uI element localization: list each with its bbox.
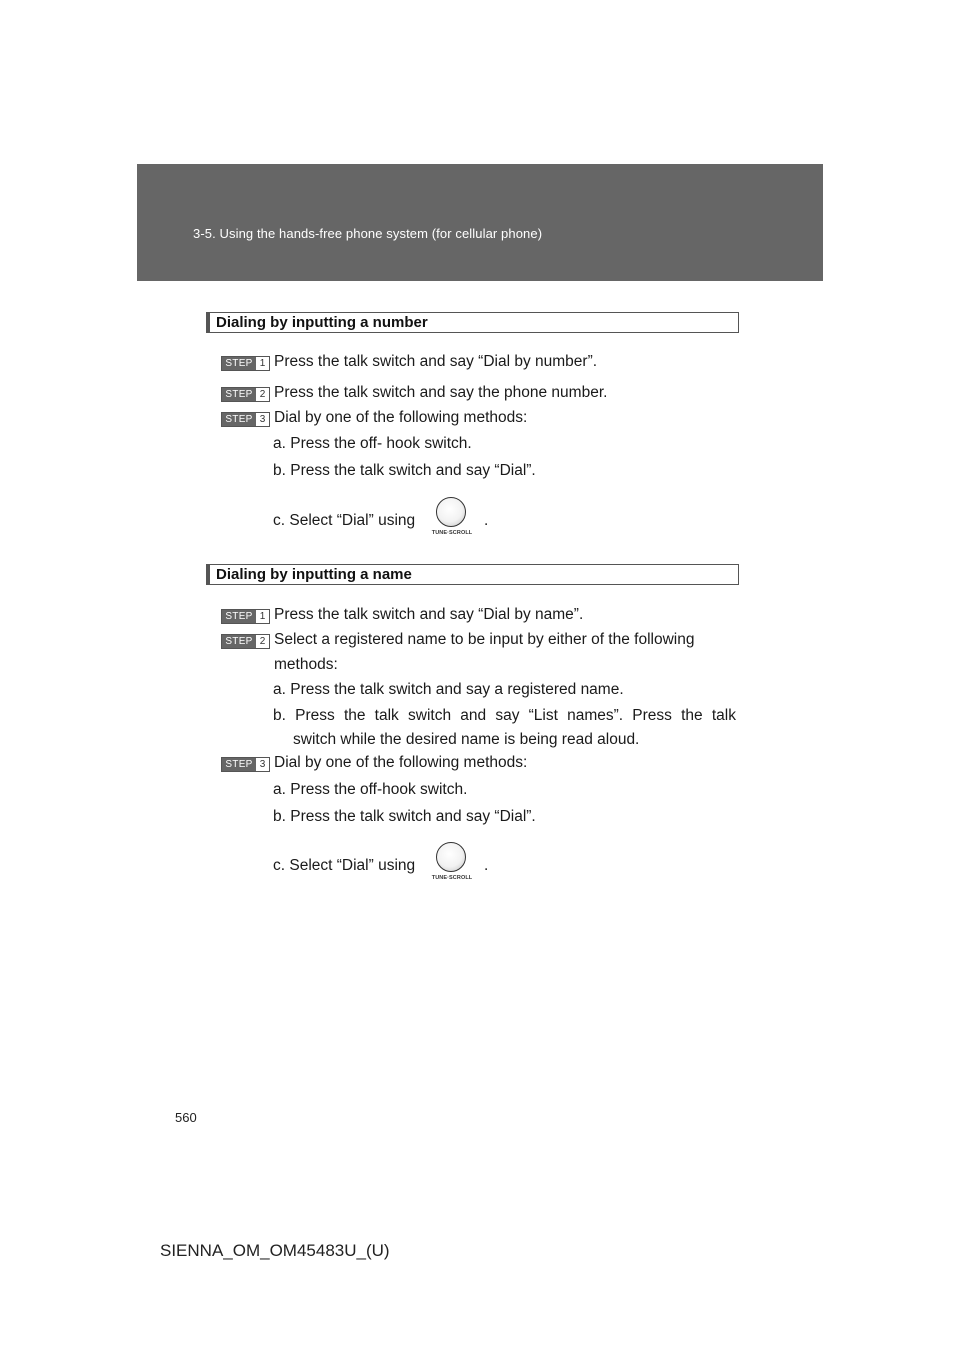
- section-title: Dialing by inputting a number: [216, 314, 428, 331]
- method-option: b. Press the talk switch and say “Dial”.: [273, 462, 536, 479]
- step-badge: STEP 1: [221, 609, 270, 624]
- method-option: a. Press the off-hook switch.: [273, 781, 468, 798]
- step-badge: STEP 2: [221, 387, 270, 402]
- method-option: a. Press the talk switch and say a registered name.: [273, 681, 624, 698]
- step-text: Select a registered name to be input by either of the following: [274, 631, 695, 648]
- knob-label: TUNE·SCROLL: [431, 530, 473, 536]
- page-number: 560: [175, 1110, 197, 1125]
- step-text: Dial by one of the following methods:: [274, 754, 528, 771]
- heading-accent-bar: [206, 564, 210, 585]
- step-text: Dial by one of the following methods:: [274, 409, 528, 426]
- method-option: c. Select “Dial” using: [273, 512, 416, 529]
- step-text: Press the talk switch and say “Dial by number”.: [274, 353, 598, 370]
- method-option: b. Press the talk switch and say “Dial”.: [273, 808, 536, 825]
- option-end-period: .: [484, 512, 489, 529]
- section-title: Dialing by inputting a name: [216, 566, 412, 583]
- step-badge: STEP 1: [221, 356, 270, 371]
- step-badge: STEP 2: [221, 634, 270, 649]
- section-heading-number: [206, 312, 739, 333]
- breadcrumb: 3-5. Using the hands-free phone system (for cellular phone): [193, 226, 543, 241]
- tune-scroll-knob-icon: [429, 497, 475, 543]
- section-heading-name: [206, 564, 739, 585]
- step-text-continued: methods:: [274, 656, 338, 673]
- method-option: b. Press the talk switch and say “List names”. Press the talk: [273, 707, 736, 724]
- document-code: SIENNA_OM_OM45483U_(U): [160, 1241, 390, 1260]
- step-text: Press the talk switch and say “Dial by name”.: [274, 606, 584, 623]
- option-end-period: .: [484, 857, 489, 874]
- method-option-continued: switch while the desired name is being read aloud.: [293, 731, 640, 748]
- knob-label: TUNE·SCROLL: [431, 875, 473, 881]
- knob-dial: [436, 497, 466, 527]
- step-badge: STEP 3: [221, 412, 270, 427]
- tune-scroll-knob-icon: [429, 842, 475, 888]
- step-text: Press the talk switch and say the phone number.: [274, 384, 608, 401]
- chapter-header: [137, 164, 823, 281]
- method-option: c. Select “Dial” using: [273, 857, 416, 874]
- heading-accent-bar: [206, 312, 210, 333]
- method-option: a. Press the off- hook switch.: [273, 435, 472, 452]
- step-badge: STEP 3: [221, 757, 270, 772]
- knob-dial: [436, 842, 466, 872]
